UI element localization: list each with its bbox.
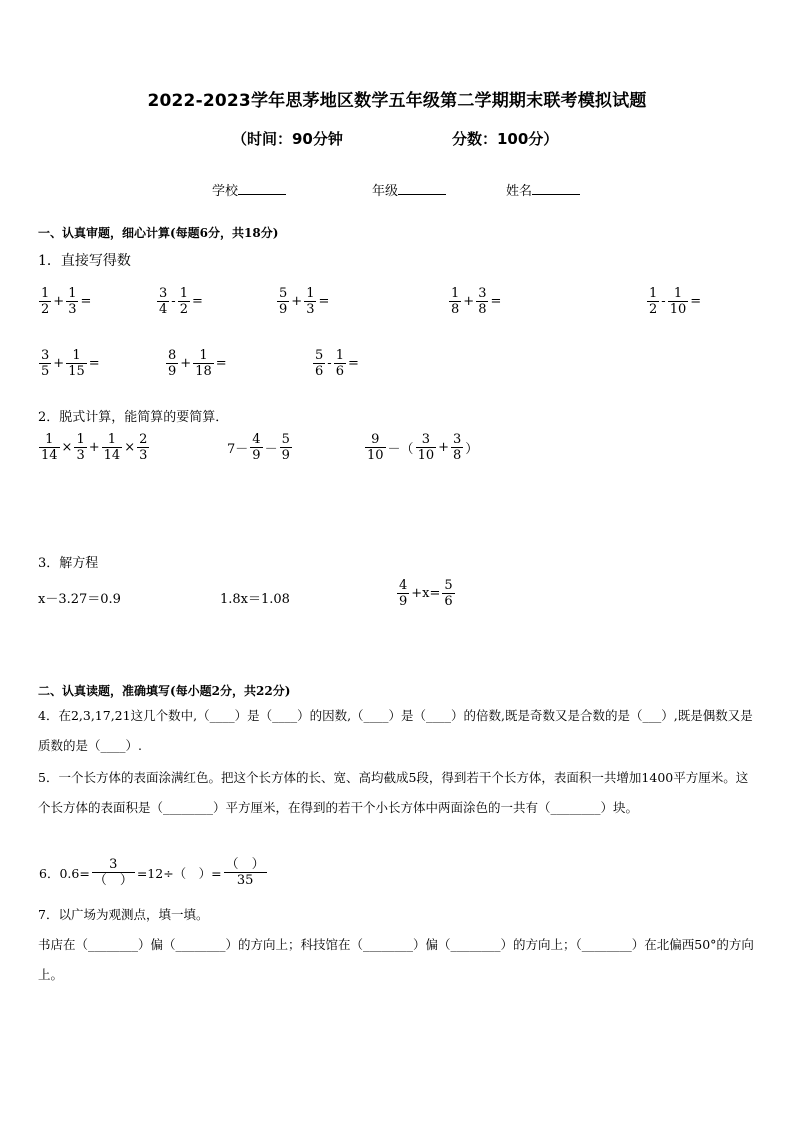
fraction: $\frac{1}{14}$ — [41, 432, 58, 463]
fraction: $\frac{9}{10}$ — [367, 432, 384, 463]
fraction: $\frac{1}{3}$ — [68, 286, 77, 317]
section-2-heading: 二、认真读题，准确填写(每小题2分，共22分) — [38, 684, 291, 698]
fraction: $\frac{1}{15}$ — [68, 348, 85, 379]
fraction: $\frac{1}{2}$ — [41, 286, 50, 317]
grade-blank — [398, 182, 446, 195]
q1-expr: $\frac{5}{9}$ + $\frac{1}{3}$ = — [279, 286, 330, 317]
q3-equation-3: $\frac{4}{9}$ +x= $\frac{5}{6}$ — [399, 578, 453, 609]
grade-field — [372, 180, 446, 199]
q6-expr: 6．0.6= $\frac{3}{( )}$ =12÷（ ）= $\frac{( )}{35}$ — [39, 857, 265, 888]
fraction: $\frac{1}{8}$ — [451, 286, 460, 317]
q3-equation-2: 1.8x＝1.08 — [220, 592, 290, 607]
fraction: $\frac{1}{14}$ — [103, 432, 121, 463]
q2-expr-3: $\frac{9}{10}$ －（ $\frac{3}{10}$ + $\frac{3}{8}$ ） — [367, 432, 479, 463]
name-field — [506, 180, 580, 199]
name-blank — [532, 182, 580, 195]
fraction: $\frac{3}{5}$ — [41, 348, 50, 379]
fraction: $\frac{1}{18}$ — [195, 348, 212, 379]
q7-label: 7．以广场为观测点，填一填。 — [38, 907, 209, 922]
q2-expr-2: 7－ $\frac{4}{9}$ － $\frac{5}{9}$ — [227, 432, 290, 463]
q1-expr: $\frac{3}{4}$ - $\frac{1}{2}$ = — [159, 286, 203, 317]
school-label: 学校 — [212, 184, 239, 199]
fraction: $\frac{5}{9}$ — [281, 432, 290, 463]
exam-title: 2022-2023学年思茅地区数学五年级第二学期期末联考模拟试题 — [147, 91, 647, 111]
grade-label: 年级 — [372, 184, 399, 199]
exam-score: 分数：100分） — [452, 130, 559, 148]
fraction: $\frac{5}{9}$ — [279, 286, 288, 317]
q1-expr: $\frac{1}{2}$ + $\frac{1}{3}$ = — [41, 286, 92, 317]
fraction: $\frac{3}{8}$ — [478, 286, 487, 317]
q1-expr: $\frac{1}{8}$ + $\frac{3}{8}$ = — [451, 286, 502, 317]
fraction: $\frac{3}{( )}$ — [93, 857, 133, 888]
q2-label: 2．脱式计算，能简算的要简算． — [38, 410, 229, 425]
fraction: $\frac{1}{2}$ — [649, 286, 658, 317]
q3-equation-1: x－3.27＝0.9 — [38, 592, 121, 607]
q1-expr: $\frac{8}{9}$ + $\frac{1}{18}$ = — [168, 348, 227, 379]
q1-expr: $\frac{5}{6}$ - $\frac{1}{6}$ = — [315, 348, 359, 379]
fraction: $\frac{2}{3}$ — [139, 432, 148, 463]
fraction: $\frac{5}{6}$ — [444, 578, 453, 609]
q4-text: 4．在2,3,17,21这几个数中,（____）是（____）的因数,（____）是（____）的倍数,既是奇数又是合数的是（___）,既是偶数又是质数的是（____）. — [38, 708, 753, 753]
q1-expr: $\frac{1}{2}$ - $\frac{1}{10}$ = — [649, 286, 702, 317]
fraction: $\frac{5}{6}$ — [315, 348, 324, 379]
fraction: $\frac{1}{3}$ — [76, 432, 85, 463]
section-1-heading: 一、认真审题，细心计算(每题6分，共18分) — [38, 226, 279, 240]
fraction: $\frac{3}{4}$ — [159, 286, 168, 317]
name-label: 姓名 — [506, 184, 533, 199]
fraction: $\frac{3}{8}$ — [453, 432, 462, 463]
fraction: $\frac{1}{6}$ — [335, 348, 344, 379]
fraction: $\frac{1}{10}$ — [669, 286, 687, 317]
fraction: $\frac{1}{3}$ — [306, 286, 315, 317]
exam-time: （时间：90分钟 — [232, 130, 343, 148]
school-blank — [238, 182, 286, 195]
fraction: $\frac{4}{9}$ — [399, 578, 408, 609]
q3-label: 3．解方程 — [38, 556, 99, 571]
fraction: $\frac{1}{2}$ — [179, 286, 188, 317]
fraction: $\frac{( )}{35}$ — [225, 857, 265, 888]
q1-label: 1．直接写得数 — [38, 253, 131, 269]
school-field — [212, 180, 286, 199]
q2-expr-1: $\frac{1}{14}$ × $\frac{1}{3}$ + $\frac{1}{14}$ × $\frac{2}{3}$ — [41, 432, 148, 463]
fraction: $\frac{3}{10}$ — [417, 432, 435, 463]
fraction: $\frac{4}{9}$ — [252, 432, 261, 463]
q5-text: 5．一个长方体的表面涂满红色。把这个长方体的长、宽、高均截成5段，得到若干个长方体，表面积一共增加1400平方厘米。这个长方体的表面积是（________）平方厘米，在得到的若干个小长方体中两面涂色的一共有（________）块。 — [38, 770, 749, 815]
fraction: $\frac{8}{9}$ — [168, 348, 177, 379]
q1-expr: $\frac{3}{5}$ + $\frac{1}{15}$ = — [41, 348, 100, 379]
q7-text: 书店在（________）偏（________）的方向上；科技馆在（________）偏（________）的方向上；（________）在北偏西50°的方向上。 — [38, 937, 754, 982]
